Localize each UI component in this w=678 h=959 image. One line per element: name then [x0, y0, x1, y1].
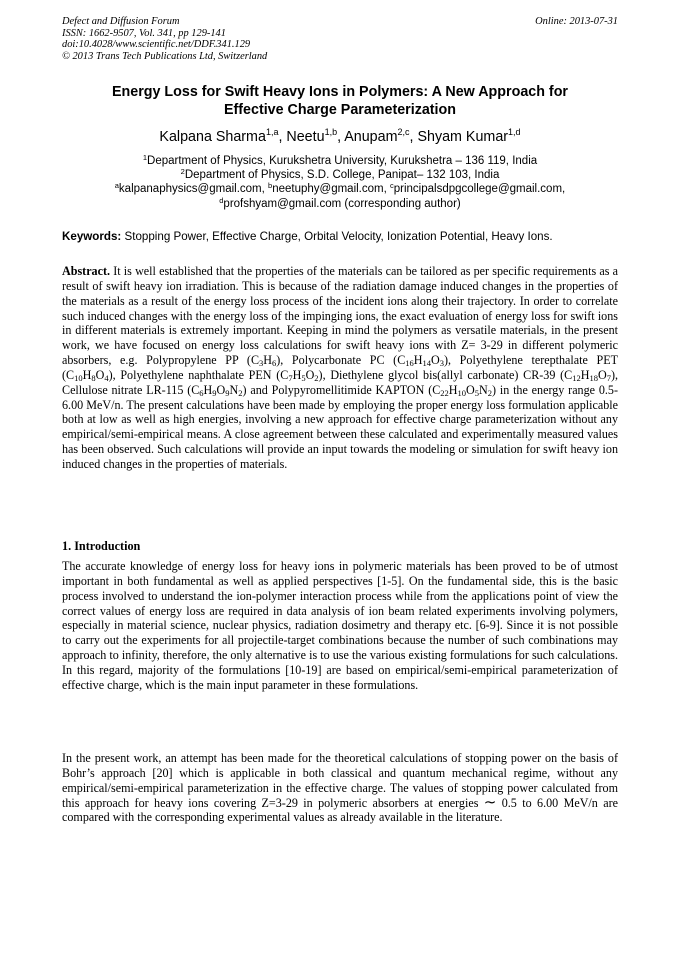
- keywords-line: [62, 230, 618, 244]
- formula-subscript: 2: [238, 387, 243, 398]
- issn-line: ISSN: 1662-9507, Vol. 341, pp 129-141: [62, 27, 226, 39]
- paragraph-text: In the present work, an attempt has been made for the theoretical calculations of stopping power on the basis of Bohr’s approach [20] which is applicable in both classical and quantum mechanical regime, without any empirical/semi-empirical parameterization in the effective charge. The values of stopping power calculated from this approach for heavy ions covering Z=3-29 in polymeric absorbers at energies: [62, 751, 618, 810]
- affiliations: [62, 154, 618, 211]
- formula-subscript: 6: [199, 387, 204, 398]
- paragraph-text: 0.5 to 6.00 MeV/n are compared with the corresponding experimental values as already available in the literature.: [62, 795, 618, 825]
- author-affil-mark: 1,d: [508, 127, 521, 137]
- abstract-text: ), Polyethylene naphthalate PEN (C: [108, 367, 289, 382]
- abstract-paragraph: [62, 264, 618, 472]
- introduction-paragraph-1: The accurate knowledge of energy loss for heavy ions in polymeric materials has been proved to be of utmost important in both fundamental as well as applied perspectives [1-5]. On the fundamental side, this is the basic process involved to understand the ion-polymer interaction process while from the applications point of view the correct values of energy loss are required in data analysis of ion beam related experiments involving polymers, especially in material science, nuclear physics, radiation dosimetry and therapy etc. [6-9]. Since it is not possible to carry out the experiments for all projectile-target combinations because the number of such combinations may approach to infinity, therefore, the only alternative is to use the various existing formulations for such calculations. In this regard, majority of the formulations [10-19] are based on empirical/semi-empirical parameterization of effective charge, which is the main input parameter in these formulations.: [62, 559, 618, 692]
- doi-line: doi:10.4028/www.scientific.net/DDF.341.129: [62, 39, 251, 51]
- abstract-text: H: [292, 367, 302, 382]
- formula-subscript: 3: [439, 358, 444, 369]
- formula-subscript: 18: [589, 372, 598, 383]
- author-name: Kalpana Sharma: [159, 129, 266, 145]
- email-text: kalpanaphysics@gmail.com,: [118, 183, 269, 196]
- abstract-text: H: [448, 382, 458, 397]
- email-mark: d: [219, 195, 224, 205]
- author-name: Shyam Kumar: [417, 129, 509, 145]
- abstract-text: ) in the energy range 0.5-6.00 MeV/n. The present calculations have been made by employing the proper energy loss formulation applicable both at low as well as high energies, involving a new approach for effective charge parameterization without any empirical/semi-empirical means. A close agreement between these calculated and experimentally measured values has been observed. Such calculations will provide an input towards the modeling or simulation for swift heavy ion induced changes in the properties of materials.: [62, 382, 618, 471]
- abstract-text: O: [305, 367, 315, 382]
- formula-subscript: 14: [422, 358, 432, 369]
- email-mark: a: [114, 181, 119, 191]
- abstract-text: O: [431, 353, 440, 368]
- formula-subscript: 5: [301, 372, 306, 383]
- abstract-text: O: [216, 382, 226, 397]
- email-text: principalsdpgcollege@gmail.com,: [393, 183, 566, 196]
- approx-symbol: ∼: [483, 794, 497, 811]
- abstract-text: ), Diethylene glycol bis(allyl carbonate) CR-39 (C: [318, 367, 573, 382]
- abstract-text: ), Cellulose nitrate LR-115 (C: [62, 367, 618, 397]
- email-mark: c: [390, 181, 394, 191]
- affiliation-2: [62, 168, 618, 182]
- abstract-text: H: [203, 382, 213, 397]
- abstract-text: H: [413, 353, 423, 368]
- affil-mark: 1: [142, 153, 148, 162]
- journal-header: [62, 16, 618, 62]
- author-name: Anupam: [344, 129, 398, 145]
- online-date: Online: 2013-07-31: [535, 16, 618, 27]
- formula-subscript: 12: [572, 372, 581, 383]
- title-line-2: Effective Charge Parameterization: [223, 102, 456, 118]
- author-separator: ,: [278, 129, 287, 145]
- keywords-label: Keywords:: [62, 230, 122, 243]
- formula-subscript: 9: [225, 387, 230, 398]
- formula-subscript: 3: [259, 358, 264, 369]
- affil-mark: 2: [180, 167, 185, 177]
- abstract-label: Abstract.: [62, 264, 111, 278]
- abstract-text: O: [95, 367, 105, 382]
- formula-subscript: 10: [74, 372, 83, 383]
- title-line-1: Energy Loss for Swift Heavy Ions in Polymers: A New Approach for: [111, 84, 568, 100]
- formula-subscript: 4: [104, 372, 109, 383]
- email-line-1: [62, 182, 618, 196]
- abstract-text: H: [580, 367, 590, 382]
- formula-subscript: 2: [314, 372, 319, 383]
- author-separator: ,: [337, 129, 345, 145]
- email-text: neetuphy@gmail.com,: [272, 183, 390, 196]
- formula-subscript: 6: [272, 358, 277, 369]
- copyright-line: © 2013 Trans Tech Publications Ltd, Switzerland: [62, 50, 268, 62]
- abstract-text: O: [597, 367, 607, 382]
- abstract-text: O: [466, 382, 475, 397]
- formula-subscript: 7: [606, 372, 611, 383]
- abstract-text: H: [82, 367, 92, 382]
- keywords-text: Stopping Power, Effective Charge, Orbital Velocity, Ionization Potential, Heavy Ions.: [121, 230, 553, 243]
- affil-text: Department of Physics, S.D. College, Panipat– 132 103, India: [184, 169, 500, 182]
- author-name: Neetu: [286, 129, 325, 145]
- journal-name: Defect and Diffusion Forum: [62, 16, 180, 27]
- formula-subscript: 9: [212, 387, 217, 398]
- section-heading-introduction: 1. Introduction: [62, 539, 141, 553]
- formula-subscript: 7: [288, 372, 293, 383]
- abstract-text: N: [229, 382, 239, 397]
- author-affil-mark: 2,c: [397, 127, 410, 137]
- formula-subscript: 8: [91, 372, 96, 383]
- introduction-paragraph-2: [62, 751, 618, 825]
- formula-subscript: 10: [457, 387, 467, 398]
- formula-subscript: 22: [440, 387, 449, 398]
- abstract-text: H: [263, 353, 272, 368]
- email-text: profshyam@gmail.com (corresponding author): [223, 197, 461, 210]
- affil-text: Department of Physics, Kurukshetra University, Kurukshetra – 136 119, India: [147, 155, 538, 167]
- abstract-text: ), Polycarbonate PC (C: [276, 353, 406, 368]
- author-affil-mark: 1,a: [265, 127, 279, 137]
- abstract-text: ) and Polypyromellitimide KAPTON (C: [242, 382, 441, 397]
- author-affil-mark: 1,b: [324, 127, 338, 137]
- abstract-text: It is well established that the properties of the materials can be tailored as per specific requirements as a result of swift heavy ion irradiation. This is because of the radiation damage induced changes in the properties of the materials as a result of the energy loss process of the incident ions along their trajectory. In order to correlate such induced changes with the energy loss of the impinging ions, the exact evaluation of energy loss for swift ions in different materials is extremely important. Keeping in mind the polymers as versatile materials, in the present work, we have focused on energy loss calculations for swift heavy ions with Z= 3-29 in different polymeric absorbers, e.g. Polypropylene PP (C: [62, 264, 618, 368]
- author-separator: ,: [409, 129, 418, 145]
- formula-subscript: 16: [405, 358, 414, 369]
- affiliation-1: [62, 154, 618, 168]
- abstract-text: ), Polyethylene terepthalate PET (C: [62, 353, 619, 382]
- formula-subscript: 5: [474, 387, 480, 398]
- formula-subscript: 2: [487, 387, 492, 398]
- abstract-text: N: [479, 382, 488, 397]
- paper-title: [62, 83, 618, 119]
- email-line-2: [62, 197, 618, 211]
- email-mark: b: [268, 181, 273, 191]
- author-list: [62, 128, 618, 146]
